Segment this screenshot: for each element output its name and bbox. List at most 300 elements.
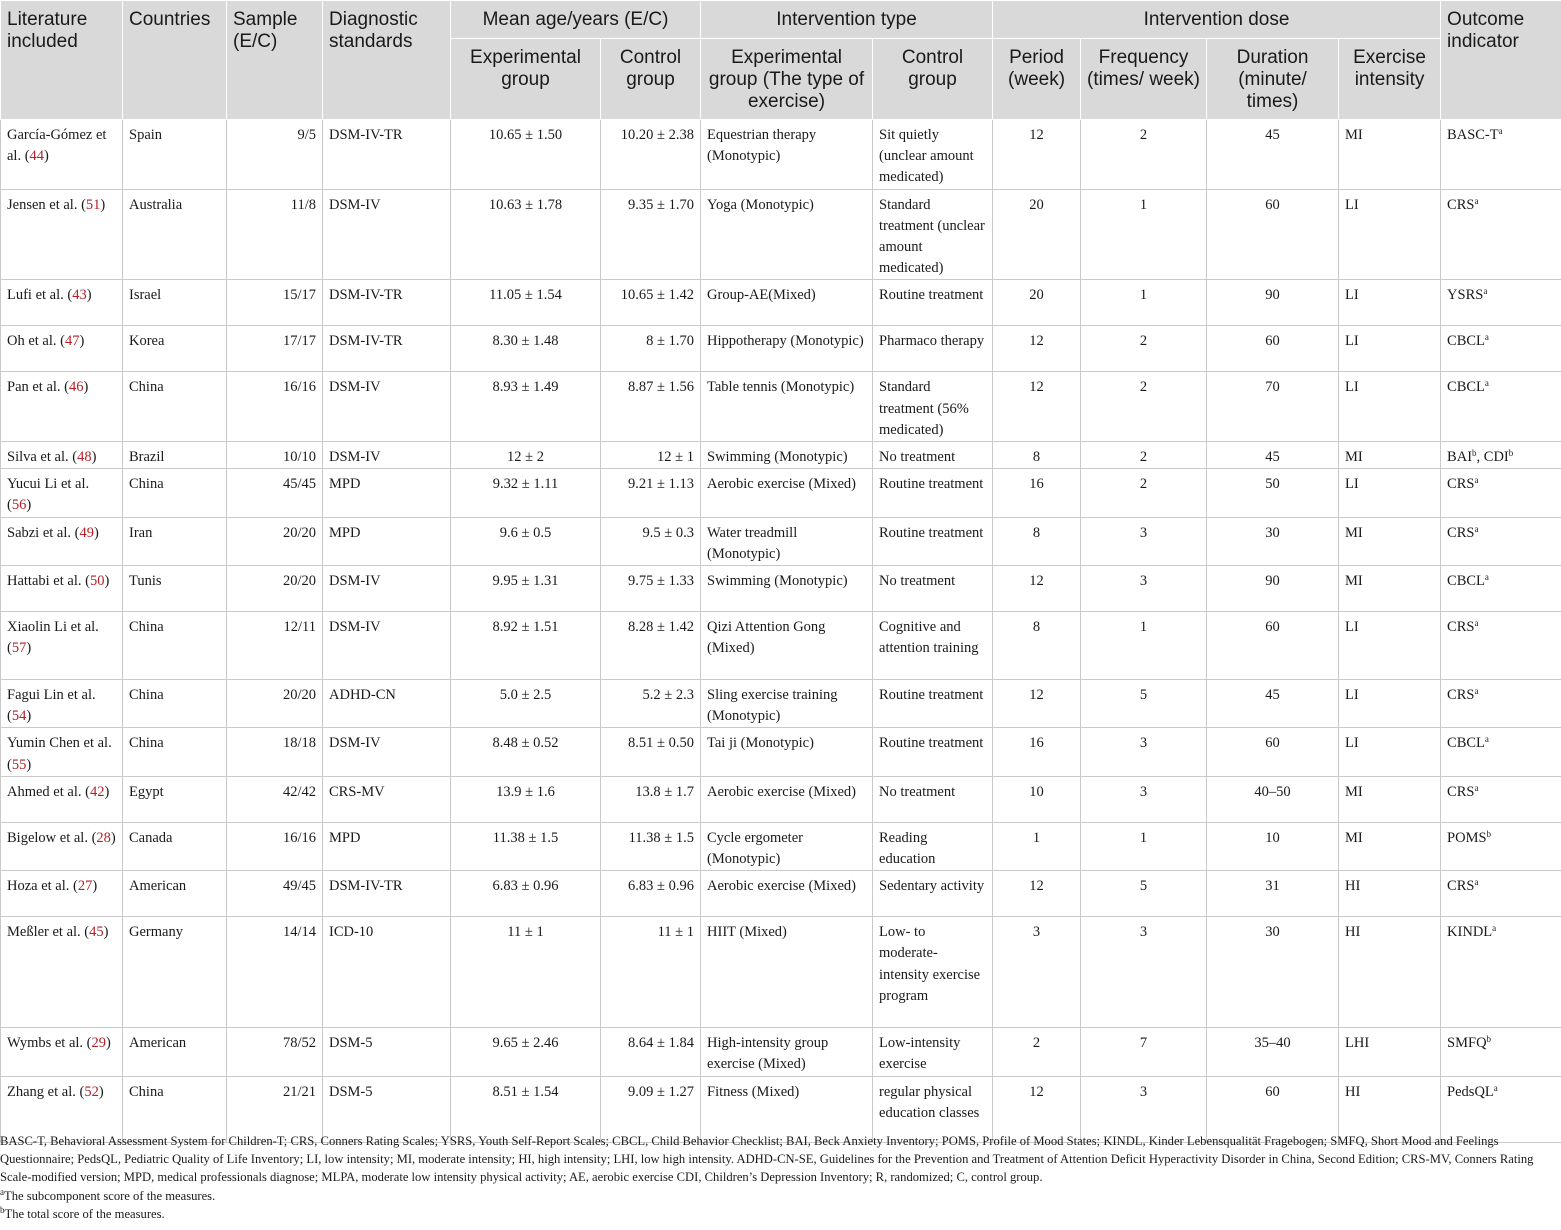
cell-period: 12 (993, 871, 1081, 917)
outcome-footnote-mark: a (1493, 1082, 1498, 1093)
author-name: Hoza et al. ( (7, 878, 78, 895)
reference-link[interactable]: 42 (89, 783, 105, 800)
cell-age-control: 5.2 ± 2.3 (601, 680, 701, 728)
reference-link[interactable]: 50 (89, 573, 105, 590)
cell-outcome (1441, 517, 1561, 565)
cell-period: 8 (993, 442, 1081, 469)
cell-age-experimental: 6.83 ± 0.96 (451, 871, 601, 917)
cell-duration: 45 (1207, 442, 1339, 469)
table-row (1, 776, 1561, 822)
cell-period: 10 (993, 776, 1081, 822)
col-intervention-type: Intervention type (701, 1, 993, 39)
cell-duration: 90 (1207, 566, 1339, 612)
col-type-control: Control group (873, 39, 993, 120)
cell-age-control: 11 ± 1 (601, 917, 701, 1028)
cell-type-experimental: Tai ji (Monotypic) (701, 728, 873, 776)
cell-diagnostic: DSM-IV (323, 612, 451, 680)
cell-duration: 60 (1207, 1076, 1339, 1142)
cell-type-control: Routine treatment (873, 517, 993, 565)
cell-type-experimental: Cycle ergometer (Monotypic) (701, 822, 873, 870)
outcome-name: KINDL (1447, 924, 1493, 941)
reference-link[interactable]: 28 (96, 829, 111, 846)
cell-intensity: MI (1339, 442, 1441, 469)
cell-literature (1, 776, 123, 822)
col-literature: Literature included (1, 1, 123, 120)
cell-age-experimental: 8.30 ± 1.48 (451, 326, 601, 372)
author-name: Zhang et al. ( (7, 1083, 85, 1100)
reference-link[interactable]: 49 (79, 524, 94, 541)
author-name: Silva et al. ( (7, 449, 78, 466)
outcome-footnote-mark: a (1474, 523, 1479, 534)
cell-type-experimental: Qizi Attention Gong (Mixed) (701, 612, 873, 680)
outcome-footnote-mark: a (1483, 286, 1488, 297)
cell-literature (1, 566, 123, 612)
outcome-footnote-mark: a (1474, 782, 1479, 793)
cell-sample: 20/20 (227, 517, 323, 565)
cell-diagnostic: DSM-IV-TR (323, 871, 451, 917)
cell-diagnostic: MPD (323, 822, 451, 870)
cell-sample: 10/10 (227, 442, 323, 469)
cell-country: China (123, 372, 227, 442)
footnote-b-text: The total score of the measures. (4, 1206, 165, 1221)
author-name: Oh et al. ( (7, 333, 65, 350)
cell-literature (1, 120, 123, 190)
cell-literature (1, 442, 123, 469)
cell-diagnostic: DSM-IV (323, 728, 451, 776)
outcome-footnote-mark: a (1474, 877, 1479, 888)
author-name: Jensen et al. ( (7, 196, 86, 213)
author-name: Bigelow et al. ( (7, 829, 97, 846)
cell-country: Germany (123, 917, 227, 1028)
cell-intensity: HI (1339, 1076, 1441, 1142)
reference-link[interactable]: 44 (29, 148, 45, 165)
cell-type-control: Standard treatment (unclear amount medicated) (873, 189, 993, 280)
outcome-name: CRS (1447, 476, 1475, 493)
footnote-a (0, 1187, 1561, 1205)
cell-age-control: 9.21 ± 1.13 (601, 469, 701, 517)
cell-age-control: 9.09 ± 1.27 (601, 1076, 701, 1142)
cell-literature (1, 469, 123, 517)
cell-diagnostic: DSM-IV (323, 442, 451, 469)
cell-duration: 40–50 (1207, 776, 1339, 822)
reference-close: ) (104, 783, 110, 800)
reference-close: ) (100, 196, 106, 213)
footnote-b (0, 1205, 1561, 1223)
cell-intensity: HI (1339, 871, 1441, 917)
table-row (1, 871, 1561, 917)
cell-diagnostic: DSM-IV (323, 566, 451, 612)
outcome-name: CBCL (1447, 333, 1485, 350)
cell-age-experimental: 8.93 ± 1.49 (451, 372, 601, 442)
reference-link[interactable]: 47 (64, 333, 80, 350)
footnote-a-text: The subcomponent score of the measures. (4, 1188, 216, 1203)
cell-duration: 30 (1207, 517, 1339, 565)
table-row (1, 680, 1561, 728)
reference-close: ) (110, 829, 116, 846)
cell-outcome (1441, 871, 1561, 917)
cell-frequency: 3 (1081, 517, 1207, 565)
cell-diagnostic: CRS-MV (323, 776, 451, 822)
cell-sample: 20/20 (227, 680, 323, 728)
cell-age-control: 9.35 ± 1.70 (601, 189, 701, 280)
outcome-footnote-mark: a (1474, 686, 1479, 697)
cell-sample: 20/20 (227, 566, 323, 612)
cell-outcome (1441, 189, 1561, 280)
reference-close: ) (93, 524, 99, 541)
outcome-name: , CDI (1476, 449, 1509, 466)
outcome-footnote-mark: a (1474, 475, 1479, 486)
cell-intensity: LHI (1339, 1028, 1441, 1076)
cell-literature (1, 189, 123, 280)
reference-link[interactable]: 56 (11, 497, 27, 514)
cell-type-experimental: Sling exercise training (Monotypic) (701, 680, 873, 728)
cell-frequency: 1 (1081, 189, 1207, 280)
cell-country: Brazil (123, 442, 227, 469)
cell-frequency: 1 (1081, 280, 1207, 326)
cell-intensity: LI (1339, 469, 1441, 517)
cell-sample: 16/16 (227, 822, 323, 870)
cell-sample: 9/5 (227, 120, 323, 190)
cell-type-control: Routine treatment (873, 469, 993, 517)
table-row (1, 326, 1561, 372)
cell-age-control: 8.28 ± 1.42 (601, 612, 701, 680)
cell-duration: 90 (1207, 280, 1339, 326)
cell-sample: 49/45 (227, 871, 323, 917)
cell-frequency: 3 (1081, 1076, 1207, 1142)
cell-type-control: Routine treatment (873, 280, 993, 326)
cell-period: 1 (993, 822, 1081, 870)
author-name: Fagui Lin et al. ( (7, 687, 96, 725)
reference-close: ) (103, 924, 109, 941)
cell-type-control: No treatment (873, 442, 993, 469)
cell-age-control: 13.8 ± 1.7 (601, 776, 701, 822)
cell-country: China (123, 612, 227, 680)
reference-close: ) (104, 573, 110, 590)
cell-frequency: 1 (1081, 822, 1207, 870)
cell-country: China (123, 728, 227, 776)
cell-intensity: LI (1339, 280, 1441, 326)
cell-type-control: regular physical education classes (873, 1076, 993, 1142)
cell-intensity: LI (1339, 612, 1441, 680)
reference-close: ) (26, 708, 32, 725)
cell-type-experimental: Yoga (Monotypic) (701, 189, 873, 280)
table-row (1, 372, 1561, 442)
cell-type-experimental: Swimming (Monotypic) (701, 566, 873, 612)
cell-frequency: 5 (1081, 680, 1207, 728)
col-mean-age: Mean age/years (E/C) (451, 1, 701, 39)
cell-frequency: 1 (1081, 612, 1207, 680)
cell-type-experimental: Fitness (Mixed) (701, 1076, 873, 1142)
cell-type-experimental: Hippotherapy (Monotypic) (701, 326, 873, 372)
table-row (1, 917, 1561, 1028)
cell-period: 20 (993, 189, 1081, 280)
cell-age-experimental: 10.63 ± 1.78 (451, 189, 601, 280)
cell-duration: 60 (1207, 612, 1339, 680)
cell-period: 12 (993, 1076, 1081, 1142)
col-diagnostic: Diagnostic standards (323, 1, 451, 120)
outcome-footnote-mark: b (1508, 448, 1514, 459)
table-row (1, 822, 1561, 870)
cell-type-control: Standard treatment (56% medicated) (873, 372, 993, 442)
col-duration: Duration (minute/ times) (1207, 39, 1339, 120)
cell-period: 12 (993, 372, 1081, 442)
outcome-name: CRS (1447, 619, 1475, 636)
cell-diagnostic: DSM-IV-TR (323, 120, 451, 190)
cell-diagnostic: ICD-10 (323, 917, 451, 1028)
cell-country: American (123, 1028, 227, 1076)
cell-outcome (1441, 280, 1561, 326)
cell-literature (1, 728, 123, 776)
cell-frequency: 3 (1081, 917, 1207, 1028)
cell-intensity: MI (1339, 517, 1441, 565)
cell-type-control: Cognitive and attention training (873, 612, 993, 680)
cell-age-experimental: 8.48 ± 0.52 (451, 728, 601, 776)
cell-diagnostic: MPD (323, 517, 451, 565)
cell-duration: 10 (1207, 822, 1339, 870)
outcome-footnote-mark: a (1484, 734, 1489, 745)
cell-age-control: 10.20 ± 2.38 (601, 120, 701, 190)
cell-duration: 31 (1207, 871, 1339, 917)
cell-age-experimental: 13.9 ± 1.6 (451, 776, 601, 822)
cell-sample: 78/52 (227, 1028, 323, 1076)
cell-sample: 12/11 (227, 612, 323, 680)
reference-close: ) (91, 449, 97, 466)
cell-outcome (1441, 822, 1561, 870)
cell-literature (1, 612, 123, 680)
cell-intensity: HI (1339, 917, 1441, 1028)
cell-outcome (1441, 612, 1561, 680)
cell-frequency: 7 (1081, 1028, 1207, 1076)
cell-type-experimental: Table tennis (Monotypic) (701, 372, 873, 442)
cell-type-control: No treatment (873, 776, 993, 822)
outcome-name: CRS (1447, 783, 1475, 800)
cell-intensity: LI (1339, 372, 1441, 442)
reference-close: ) (44, 148, 49, 165)
cell-type-control: Pharmaco therapy (873, 326, 993, 372)
cell-period: 8 (993, 612, 1081, 680)
outcome-footnote-mark: a (1474, 618, 1479, 629)
footnote-a-mark: a (0, 1186, 4, 1197)
outcome-name: CBCL (1447, 573, 1485, 590)
outcome-footnote-mark: a (1484, 332, 1489, 343)
outcome-name: CRS (1447, 687, 1475, 704)
cell-sample: 18/18 (227, 728, 323, 776)
col-intensity: Exercise intensity (1339, 39, 1441, 120)
outcome-footnote-mark: a (1474, 195, 1479, 206)
cell-frequency: 2 (1081, 120, 1207, 190)
reference-link[interactable]: 51 (85, 196, 101, 213)
cell-period: 8 (993, 517, 1081, 565)
outcome-name: CRS (1447, 196, 1475, 213)
cell-period: 3 (993, 917, 1081, 1028)
cell-frequency: 3 (1081, 566, 1207, 612)
cell-frequency: 2 (1081, 469, 1207, 517)
reference-close: ) (79, 333, 85, 350)
cell-age-control: 8.51 ± 0.50 (601, 728, 701, 776)
reference-link[interactable]: 57 (11, 640, 27, 657)
cell-age-experimental: 9.32 ± 1.11 (451, 469, 601, 517)
cell-age-experimental: 12 ± 2 (451, 442, 601, 469)
cell-diagnostic: DSM-5 (323, 1076, 451, 1142)
cell-country: Iran (123, 517, 227, 565)
outcome-name: PedsQL (1447, 1083, 1494, 1100)
cell-age-experimental: 8.92 ± 1.51 (451, 612, 601, 680)
col-type-experimental: Experimental group (The type of exercise) (701, 39, 873, 120)
cell-type-control: Sit quietly (unclear amount medicated) (873, 120, 993, 190)
cell-age-control: 8 ± 1.70 (601, 326, 701, 372)
table-row (1, 566, 1561, 612)
cell-age-experimental: 8.51 ± 1.54 (451, 1076, 601, 1142)
cell-outcome (1441, 776, 1561, 822)
outcome-footnote-mark: b (1486, 1034, 1492, 1045)
author-name: Sabzi et al. ( (7, 524, 80, 541)
reference-link[interactable]: 48 (77, 449, 92, 466)
cell-period: 12 (993, 566, 1081, 612)
cell-sample: 15/17 (227, 280, 323, 326)
author-name: García-Gómez et al. ( (7, 127, 107, 165)
cell-literature (1, 871, 123, 917)
col-countries: Countries (123, 1, 227, 120)
cell-literature (1, 917, 123, 1028)
cell-period: 16 (993, 728, 1081, 776)
table-row (1, 1028, 1561, 1076)
cell-age-experimental: 9.6 ± 0.5 (451, 517, 601, 565)
outcome-name: BASC-T (1447, 127, 1499, 143)
cell-country: Spain (123, 120, 227, 190)
reference-link[interactable]: 43 (72, 287, 87, 304)
reference-close: ) (98, 1083, 104, 1100)
col-frequency: Frequency (times/ week) (1081, 39, 1207, 120)
cell-intensity: MI (1339, 776, 1441, 822)
cell-type-experimental: Aerobic exercise (Mixed) (701, 469, 873, 517)
cell-literature (1, 680, 123, 728)
cell-frequency: 2 (1081, 326, 1207, 372)
cell-age-control: 12 ± 1 (601, 442, 701, 469)
cell-age-experimental: 9.65 ± 2.46 (451, 1028, 601, 1076)
cell-age-experimental: 11.38 ± 1.5 (451, 822, 601, 870)
cell-country: Tunis (123, 566, 227, 612)
cell-country: China (123, 469, 227, 517)
reference-link[interactable]: 52 (84, 1083, 99, 1100)
author-name: Hattabi et al. ( (7, 573, 90, 590)
cell-duration: 60 (1207, 326, 1339, 372)
cell-diagnostic: DSM-IV (323, 189, 451, 280)
author-name: Meßler et al. ( (7, 924, 90, 941)
table-row (1, 442, 1561, 469)
cell-age-control: 8.64 ± 1.84 (601, 1028, 701, 1076)
outcome-name: CRS (1447, 878, 1475, 895)
footnote-abbreviations: BASC-T, Behavioral Assessment System for Children-T; CRS, Conners Rating Scales; YSRS, Youth Self-Report Scales; CBCL, Child Behavior Checklist; BAI, Beck Anxiety Inventory; POMS, Profile of Mood States; KINDL, Kinder Lebensqualität Fragebogen; SMFQ, Short Mood and Feelings Questionnaire; PedsQL, Pediatric Quality of Life Inventory; LI, low intensity; MI, moderate intensity; HI, high intensity; LHI, low high intensity. ADHD-CN-SE, Guidelines for the Prevention and Treatment of Attention Deficit Hyperactivity Disorder in China, Second Edition; CRS-MV, Conners Rating Scale-modified version; MPD, medical professionals diagnose; MLPA, moderate low intensity physical activity; AE, aerobic exercise CDI, Children’s Depression Inventory; R, randomized; C, control group. (0, 1134, 1534, 1185)
reference-link[interactable]: 29 (91, 1035, 106, 1052)
reference-close: ) (83, 379, 89, 396)
cell-period: 2 (993, 1028, 1081, 1076)
cell-duration: 60 (1207, 189, 1339, 280)
cell-frequency: 3 (1081, 776, 1207, 822)
author-name: Wymbs et al. ( (7, 1035, 92, 1052)
table-footnotes (0, 1132, 1561, 1223)
cell-age-experimental: 9.95 ± 1.31 (451, 566, 601, 612)
table-row (1, 612, 1561, 680)
reference-close: ) (26, 640, 32, 657)
outcome-name: CBCL (1447, 735, 1485, 752)
reference-close: ) (92, 878, 98, 895)
cell-diagnostic: DSM-IV-TR (323, 326, 451, 372)
table-row (1, 189, 1561, 280)
cell-period: 16 (993, 469, 1081, 517)
cell-intensity: LI (1339, 189, 1441, 280)
outcome-footnote-mark: a (1492, 923, 1497, 934)
cell-type-experimental: Group-AE(Mixed) (701, 280, 873, 326)
cell-outcome (1441, 728, 1561, 776)
cell-age-control: 6.83 ± 0.96 (601, 871, 701, 917)
cell-age-experimental: 11 ± 1 (451, 917, 601, 1028)
cell-outcome (1441, 566, 1561, 612)
cell-intensity: MI (1339, 822, 1441, 870)
col-intervention-dose: Intervention dose (993, 1, 1441, 39)
author-name: Lufi et al. ( (7, 287, 73, 304)
cell-country: Egypt (123, 776, 227, 822)
cell-diagnostic: ADHD-CN (323, 680, 451, 728)
col-outcome: Outcome indicator (1441, 1, 1561, 120)
table-row (1, 517, 1561, 565)
cell-intensity: MI (1339, 120, 1441, 190)
reference-close: ) (26, 497, 32, 514)
cell-type-control: Routine treatment (873, 728, 993, 776)
cell-sample: 16/16 (227, 372, 323, 442)
cell-type-experimental: High-intensity group exercise (Mixed) (701, 1028, 873, 1076)
col-age-control: Control group (601, 39, 701, 120)
table-row (1, 280, 1561, 326)
outcome-footnote-mark: a (1484, 572, 1489, 583)
cell-type-experimental: Aerobic exercise (Mixed) (701, 871, 873, 917)
cell-type-experimental: Equestrian therapy (Monotypic) (701, 120, 873, 190)
cell-literature (1, 372, 123, 442)
cell-outcome (1441, 372, 1561, 442)
cell-diagnostic: DSM-IV (323, 372, 451, 442)
reference-link[interactable]: 27 (77, 878, 93, 895)
reference-link[interactable]: 54 (11, 708, 27, 725)
outcome-name: YSRS (1447, 287, 1484, 304)
reference-link[interactable]: 55 (11, 756, 27, 773)
cell-outcome (1441, 326, 1561, 372)
cell-type-control: Routine treatment (873, 680, 993, 728)
reference-close: ) (106, 1035, 111, 1052)
cell-duration: 45 (1207, 120, 1339, 190)
author-name: Yumin Chen et al. ( (7, 735, 112, 773)
footnote-b-mark: b (0, 1204, 5, 1215)
cell-age-control: 8.87 ± 1.56 (601, 372, 701, 442)
outcome-name: BAI (1447, 449, 1473, 466)
cell-outcome (1441, 917, 1561, 1028)
cell-duration: 35–40 (1207, 1028, 1339, 1076)
cell-age-experimental: 10.65 ± 1.50 (451, 120, 601, 190)
cell-type-experimental: Aerobic exercise (Mixed) (701, 776, 873, 822)
outcome-name: CRS (1447, 524, 1475, 541)
cell-type-control: Low- to moderate-intensity exercise program (873, 917, 993, 1028)
outcome-name: CBCL (1447, 379, 1485, 396)
reference-link[interactable]: 46 (69, 379, 84, 396)
reference-close: ) (86, 287, 92, 304)
cell-country: American (123, 871, 227, 917)
cell-literature (1, 517, 123, 565)
cell-sample: 21/21 (227, 1076, 323, 1142)
cell-age-control: 11.38 ± 1.5 (601, 822, 701, 870)
cell-intensity: LI (1339, 728, 1441, 776)
reference-link[interactable]: 45 (89, 924, 104, 941)
col-period: Period (week) (993, 39, 1081, 120)
cell-country: Korea (123, 326, 227, 372)
cell-outcome (1441, 469, 1561, 517)
